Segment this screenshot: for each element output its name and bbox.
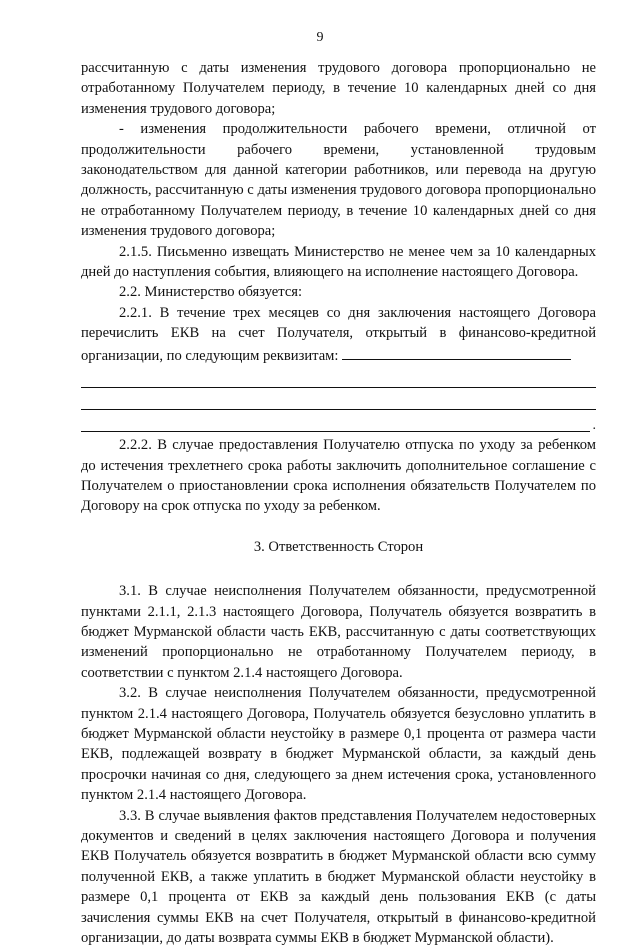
- paragraph-3-2: 3.2. В случае неисполнения Получателем обязанности, предусмотренной пунктом 2.1.4 настоящего Договора, Получатель обязуется безусловно уплатить в бюджет Мурманской области неустойку в размере 0,1 процента от размера части ЕКВ, подлежащей возврату в бюджет Мурманской области, за каждый день просрочки начиная со дня, следующего за днем истечения срока, установленного пунктом 2.1.4 настоящего Договора.: [81, 685, 596, 804]
- requisites-blank-line: [81, 388, 596, 410]
- paragraph-3-1: 3.1. В случае неисполнения Получателем обязанности, предусмотренной пунктами 2.1.1, 2.1.3 настоящего Договора, Получатель обязуется возвратить в бюджет Мурманской области часть ЕКВ, рассчитанную с даты соответствующих изменений пропорционально не отработанному Получателем периоду, в соответствии с пунктом 2.1.4 настоящего Договора.: [81, 583, 596, 681]
- paragraph-3-3: 3.3. В случае выявления фактов представления Получателем недостоверных документов и сведений в целях заключения настоящего Договора и получения ЕКВ Получатель обязуется возвратить в бюджет Мурманской области всю сумму полученной ЕКВ, а также уплатить в бюджет Мурманской области неустойку в размере 0,1 процента от ЕКВ за каждый день пользования ЕКВ (с даты зачисления суммы ЕКВ на счет Получателя, открытый в финансово-кредитной организации, до даты возврата суммы ЕКВ в бюджет Мурманской области).: [81, 807, 596, 947]
- fill-end-mark: .: [592, 417, 596, 433]
- paragraph-2-2-1: [81, 303, 596, 366]
- paragraph-2-2: 2.2. Министерство обязуется:: [119, 284, 303, 301]
- document-body: [81, 58, 596, 948]
- paragraph-2-2-1-text: 2.2.1. В течение трех месяцев со дня заключения настоящего Договора перечислить ЕКВ на счет Получателя, открытый в финансово-кредитной организации, по следующим реквизитам:: [81, 304, 596, 364]
- paragraph-2-2-2: 2.2.2. В случае предоставления Получателю отпуска по уходу за ребенком до истечения трехлетнего срока работы заключить дополнительное соглашение с Получателем о приостановлении срока исполнения обязательств Получателем по Договору на срок отпуска по уходу за ребенком.: [81, 437, 596, 515]
- paragraph-2-1-4-cont: рассчитанную с даты изменения трудового договора пропорционально не отработанному Получателем периоду, в течение 10 календарных дней со дня изменения трудового договора;: [81, 60, 596, 117]
- requisites-blank-line: [81, 410, 596, 433]
- paragraph-2-1-5: 2.1.5. Письменно извещать Министерство не менее чем за 10 календарных дней до наступления события, влияющего на исполнение настоящего Договора.: [81, 243, 596, 281]
- paragraph-working-time: - изменения продолжительности рабочего времени, отличной от продолжительности рабочего времени, установленной трудовым законодательством для данной категории работников, или перевода на другую должность, рассчитанную с даты изменения трудового договора пропорционально не отработанному Получателем периоду, в течение 10 календарных дней со дня изменения трудового договора;: [81, 121, 596, 240]
- section-heading-3: 3. Ответственность Сторон: [253, 538, 424, 555]
- page-number: 9: [316, 30, 324, 45]
- requisites-fill-line: [342, 344, 571, 360]
- requisites-blank-line: [81, 366, 596, 388]
